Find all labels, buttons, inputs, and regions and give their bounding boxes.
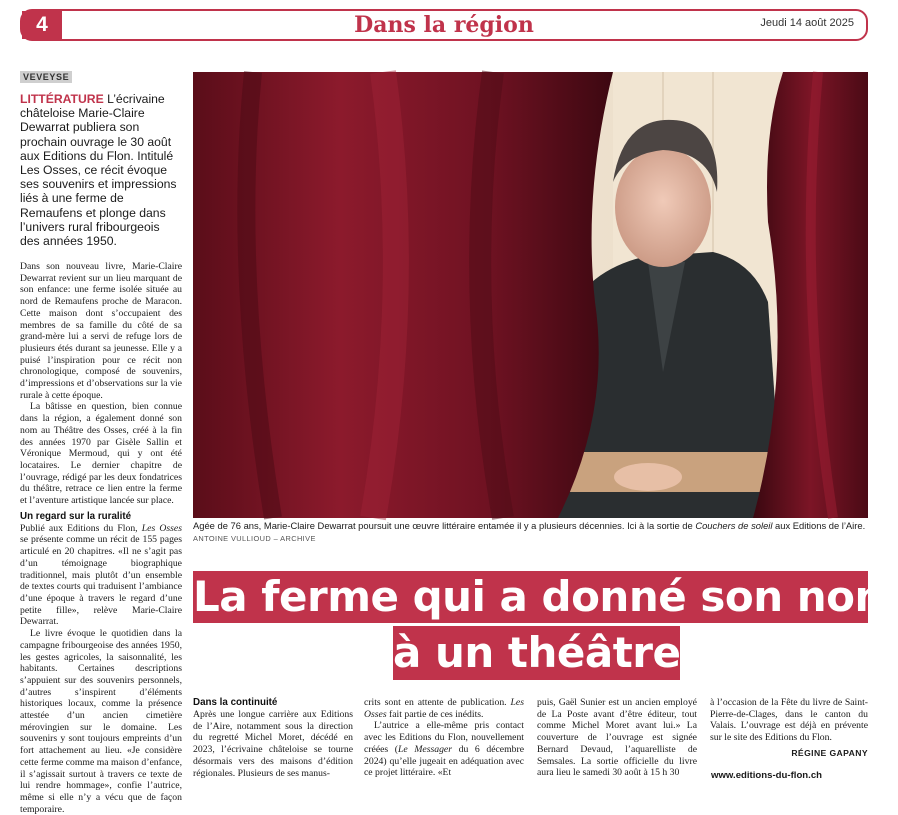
newspaper-title: Le Messager: [398, 743, 452, 755]
subheading: Dans la continuité: [193, 697, 278, 708]
article-photo: [193, 72, 868, 518]
body-paragraph: [364, 720, 524, 779]
page-header: [20, 9, 868, 41]
lead-text: L’écrivaine châteloise Marie-Claire Dewarrat publiera son prochain ouvrage le 30 août aux Editions du Flon. Intitulé Les Osses, ce récit évoque ses souvenirs et impressions liés à une ferme de Remaufens et plonge dans l’univers rural fribourgeois des années 1950.: [20, 92, 177, 249]
body-paragraph: à l’occasion de la Fête du livre de Saint-Pierre-de-Clages, dans le canton du Valais. L’ouvrage est déjà en prévente sur le site des Editions du Flon.: [710, 697, 868, 744]
article-column-1: [20, 261, 182, 815]
section-title: Dans la région: [354, 12, 534, 38]
author-signature: RÉGINE GAPANY: [791, 747, 868, 758]
caption-text: Agée de 76 ans, Marie-Claire Dewarrat poursuit une œuvre littéraire entamée il y a plusieurs décennies. Ici à la sortie de: [193, 520, 696, 531]
article-column-4: [537, 697, 697, 779]
body-paragraph: puis, Gaël Sunier est un ancien employé de La Poste avant d’être éditeur, tout comme Michel Moret avant lui.» La couverture de l’ouvrage est signée Bernard Devaud, l’aquarelliste de Semsales. La sortie officielle du livre aura lieu le samedi 30 août à 15 h 30: [537, 697, 697, 779]
book-title: Les Osses: [364, 697, 524, 720]
caption-text: aux Editions de l’Aire.: [772, 520, 866, 531]
article-column-3: [364, 697, 524, 779]
body-text: Publié aux Editions du Flon,: [20, 522, 142, 534]
book-title: Les Osses: [141, 522, 182, 534]
lead-kicker: LITTÉRATURE: [20, 92, 104, 106]
lead-paragraph: [20, 92, 182, 248]
body-paragraph: Dans son nouveau livre, Marie-Claire Dewarrat revient sur un lieu marquant de son enfance: une ferme isolée située au nord de Remaufens proche de Maracon. Cette maison dont s’occupaient des membres de sa famille du côté de sa grand-mère lui a servi de refuge lors de plusieurs étés durant sa jeunesse. Elle y a puisé l’inspiration pour ce récit non chronologique, composé de souvenirs, d’impressions et d’observations sur la vie rurale à cette époque.: [20, 261, 182, 401]
headline-line-1: La ferme qui a donné son nom: [193, 572, 898, 621]
issue-date: Jeudi 14 août 2025: [760, 17, 854, 29]
body-text: se présente comme un récit de 155 pages articulé en 20 chapitres. «Il ne s’agit pas d’un témoignage biographique traditionnel, mais plutôt d’un ensemble de textes courts qui traduisent l’ambiance d’une époque à travers le regard d’une petite fille», relève Marie-Claire Dewarrat.: [20, 534, 182, 628]
body-paragraph: La bâtisse en question, bien connue dans la région, a également donné son nom au Théâtre des Osses, créé à la fin des années 1970 par Gisèle Sallin et Véronique Mermoud, qui y ont été locataires. Le dernier chapitre de l’ouvrage, rédigé par les deux fondatrices du théâtre, retrace ce lien entre la ferme et l’aventure artistique lancée sur place.: [20, 401, 182, 507]
caption-book-title: Couchers de soleil: [695, 520, 773, 531]
body-text: du 6 décembre 2024) qu’elle jugeait en adéquation avec ce projet littéraire. «Et: [364, 743, 524, 779]
body-paragraph: [364, 697, 524, 720]
page-number: 4: [22, 11, 62, 39]
body-text: crits sont en attente de publication.: [364, 697, 511, 708]
portrait-photo-illustration: [193, 72, 868, 518]
body-text: L’autrice a elle-même pris contact avec les Editions du Flon, nouvellement créées (: [364, 720, 524, 755]
subheading: Un regard sur la ruralité: [20, 510, 132, 522]
article-column-2: [193, 697, 353, 779]
photo-credit: ANTOINE VULLIOUD – ARCHIVE: [193, 533, 316, 543]
body-paragraph: Le livre évoque le quotidien dans la campagne fribourgeoise des années 1950, les gestes agricoles, la saisonnalité, les habitants. Certaines descriptions s’appuient sur des souvenirs personnels, d’autres s’inspirent d’éléments historiques locaux, comme la présence attestée d’un ancien cimetière mérovingien sur le domaine. Les souvenirs y sont toujours empreints d’un fort attachement au lieu. «Je considère cette ferme comme ma maison d’enfance, il s’agissait surtout à travers ce texte de lui rendre hommage», confie l’autrice, même si elle n’y a vécu que de façon temporaire.: [20, 628, 182, 815]
publisher-website: www.editions-du-flon.ch: [711, 770, 823, 781]
body-text: fait partie de ces inédits.: [386, 708, 484, 720]
region-tag: VEVEYSE: [20, 71, 72, 83]
body-paragraph: Après une longue carrière aux Editions de l’Aire, notamment sous la direction du regretté Michel Moret, décédé en 2023, l’écrivaine châteloise se tourne désormais vers des maisons d’édition régionales. Plusieurs de ses manus-: [193, 709, 353, 779]
body-paragraph: [20, 523, 182, 628]
article-column-5: [710, 697, 868, 760]
photo-caption: [193, 520, 868, 544]
headline-line-2: à un théâtre: [393, 626, 680, 680]
